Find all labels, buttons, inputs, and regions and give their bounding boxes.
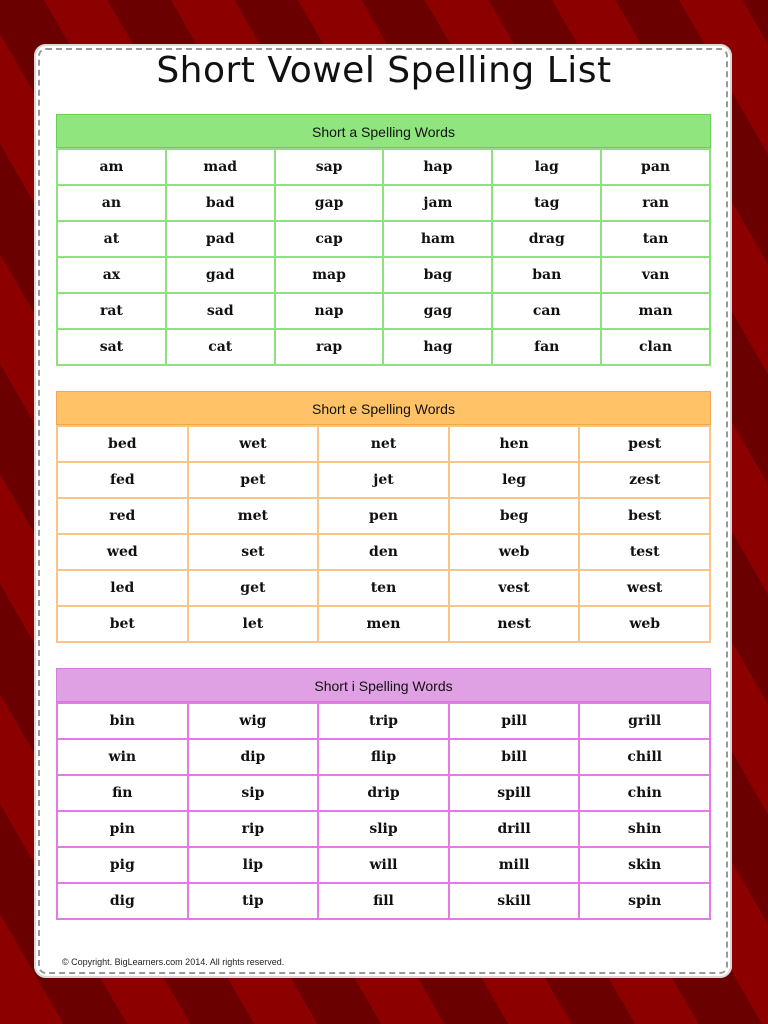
table-row xyxy=(57,221,710,257)
spelling-word: rip xyxy=(188,811,319,847)
spelling-word: mad xyxy=(166,149,275,185)
short-e-heading: Short e Spelling Words xyxy=(56,391,711,425)
spelling-word: ban xyxy=(492,257,601,293)
spelling-word: bad xyxy=(166,185,275,221)
table-row xyxy=(57,293,710,329)
spelling-word: drag xyxy=(492,221,601,257)
table-row xyxy=(57,739,710,775)
spelling-word: pest xyxy=(579,426,710,462)
spelling-word: will xyxy=(318,847,449,883)
spelling-word: beg xyxy=(449,498,580,534)
spelling-word: ax xyxy=(57,257,166,293)
table-row xyxy=(57,775,710,811)
spelling-word: van xyxy=(601,257,710,293)
table-row xyxy=(57,498,710,534)
spelling-word: get xyxy=(188,570,319,606)
spelling-word: sap xyxy=(275,149,384,185)
spelling-word: map xyxy=(275,257,384,293)
spelling-word: am xyxy=(57,149,166,185)
spelling-word: slip xyxy=(318,811,449,847)
table-row xyxy=(57,426,710,462)
spelling-word: ham xyxy=(383,221,492,257)
spelling-word: den xyxy=(318,534,449,570)
spelling-word: pad xyxy=(166,221,275,257)
spelling-word: jam xyxy=(383,185,492,221)
spelling-word: fill xyxy=(318,883,449,919)
short-a-heading: Short a Spelling Words xyxy=(56,114,711,148)
spelling-word: sad xyxy=(166,293,275,329)
copyright-notice: © Copyright. BigLearners.com 2014. All rights reserved. xyxy=(62,957,285,967)
spelling-word: nest xyxy=(449,606,580,642)
spelling-word: let xyxy=(188,606,319,642)
spelling-word: rat xyxy=(57,293,166,329)
spelling-word: flip xyxy=(318,739,449,775)
short-a-table xyxy=(56,148,711,366)
spelling-word: an xyxy=(57,185,166,221)
spelling-word: pin xyxy=(57,811,188,847)
spelling-word: ten xyxy=(318,570,449,606)
spelling-word: drill xyxy=(449,811,580,847)
spelling-word: spill xyxy=(449,775,580,811)
short-i-section xyxy=(56,668,711,920)
short-a-section xyxy=(56,114,711,366)
spelling-word: met xyxy=(188,498,319,534)
spelling-word: bet xyxy=(57,606,188,642)
spelling-word: pen xyxy=(318,498,449,534)
spelling-word: vest xyxy=(449,570,580,606)
spelling-word: trip xyxy=(318,703,449,739)
table-row xyxy=(57,570,710,606)
spelling-word: lip xyxy=(188,847,319,883)
spelling-word: shin xyxy=(579,811,710,847)
spelling-word: bill xyxy=(449,739,580,775)
table-row xyxy=(57,847,710,883)
spelling-word: tag xyxy=(492,185,601,221)
spelling-word: spin xyxy=(579,883,710,919)
spelling-word: hap xyxy=(383,149,492,185)
spelling-word: man xyxy=(601,293,710,329)
spelling-word: fin xyxy=(57,775,188,811)
table-row xyxy=(57,185,710,221)
spelling-word: pill xyxy=(449,703,580,739)
spelling-word: gap xyxy=(275,185,384,221)
spelling-word: nap xyxy=(275,293,384,329)
spelling-word: gag xyxy=(383,293,492,329)
page-title: Short Vowel Spelling List xyxy=(156,50,612,91)
spelling-word: cat xyxy=(166,329,275,365)
spelling-word: web xyxy=(449,534,580,570)
table-row xyxy=(57,883,710,919)
spelling-word: drip xyxy=(318,775,449,811)
short-e-table xyxy=(56,425,711,643)
spelling-word: hen xyxy=(449,426,580,462)
spelling-word: can xyxy=(492,293,601,329)
spelling-word: lag xyxy=(492,149,601,185)
spelling-word: wet xyxy=(188,426,319,462)
spelling-word: at xyxy=(57,221,166,257)
short-i-heading: Short i Spelling Words xyxy=(56,668,711,702)
spelling-word: sat xyxy=(57,329,166,365)
table-row xyxy=(57,811,710,847)
table-row xyxy=(57,257,710,293)
spelling-word: fed xyxy=(57,462,188,498)
spelling-word: men xyxy=(318,606,449,642)
spelling-word: bed xyxy=(57,426,188,462)
spelling-word: best xyxy=(579,498,710,534)
spelling-word: wig xyxy=(188,703,319,739)
short-i-table xyxy=(56,702,711,920)
spelling-word: zest xyxy=(579,462,710,498)
short-e-section xyxy=(56,391,711,643)
spelling-word: fan xyxy=(492,329,601,365)
spelling-word: gad xyxy=(166,257,275,293)
spelling-word: bag xyxy=(383,257,492,293)
spelling-word: sip xyxy=(188,775,319,811)
spelling-word: net xyxy=(318,426,449,462)
spelling-word: set xyxy=(188,534,319,570)
spelling-word: wed xyxy=(57,534,188,570)
spelling-word: chin xyxy=(579,775,710,811)
spelling-word: test xyxy=(579,534,710,570)
table-row xyxy=(57,149,710,185)
spelling-word: skin xyxy=(579,847,710,883)
spelling-word: tan xyxy=(601,221,710,257)
spelling-word: dig xyxy=(57,883,188,919)
spelling-word: chill xyxy=(579,739,710,775)
spelling-word: red xyxy=(57,498,188,534)
spelling-word: tip xyxy=(188,883,319,919)
spelling-word: pet xyxy=(188,462,319,498)
spelling-word: pan xyxy=(601,149,710,185)
spelling-word: clan xyxy=(601,329,710,365)
table-row xyxy=(57,329,710,365)
spelling-word: grill xyxy=(579,703,710,739)
spelling-word: mill xyxy=(449,847,580,883)
spelling-word: rap xyxy=(275,329,384,365)
spelling-word: dip xyxy=(188,739,319,775)
spelling-word: bin xyxy=(57,703,188,739)
spelling-word: west xyxy=(579,570,710,606)
spelling-word: led xyxy=(57,570,188,606)
spelling-word: hag xyxy=(383,329,492,365)
spelling-word: ran xyxy=(601,185,710,221)
spelling-word: skill xyxy=(449,883,580,919)
spelling-word: leg xyxy=(449,462,580,498)
table-row xyxy=(57,534,710,570)
spelling-word: jet xyxy=(318,462,449,498)
spelling-word: web xyxy=(579,606,710,642)
table-row xyxy=(57,606,710,642)
table-row xyxy=(57,462,710,498)
spelling-word: pig xyxy=(57,847,188,883)
table-row xyxy=(57,703,710,739)
spelling-word: cap xyxy=(275,221,384,257)
spelling-word: win xyxy=(57,739,188,775)
